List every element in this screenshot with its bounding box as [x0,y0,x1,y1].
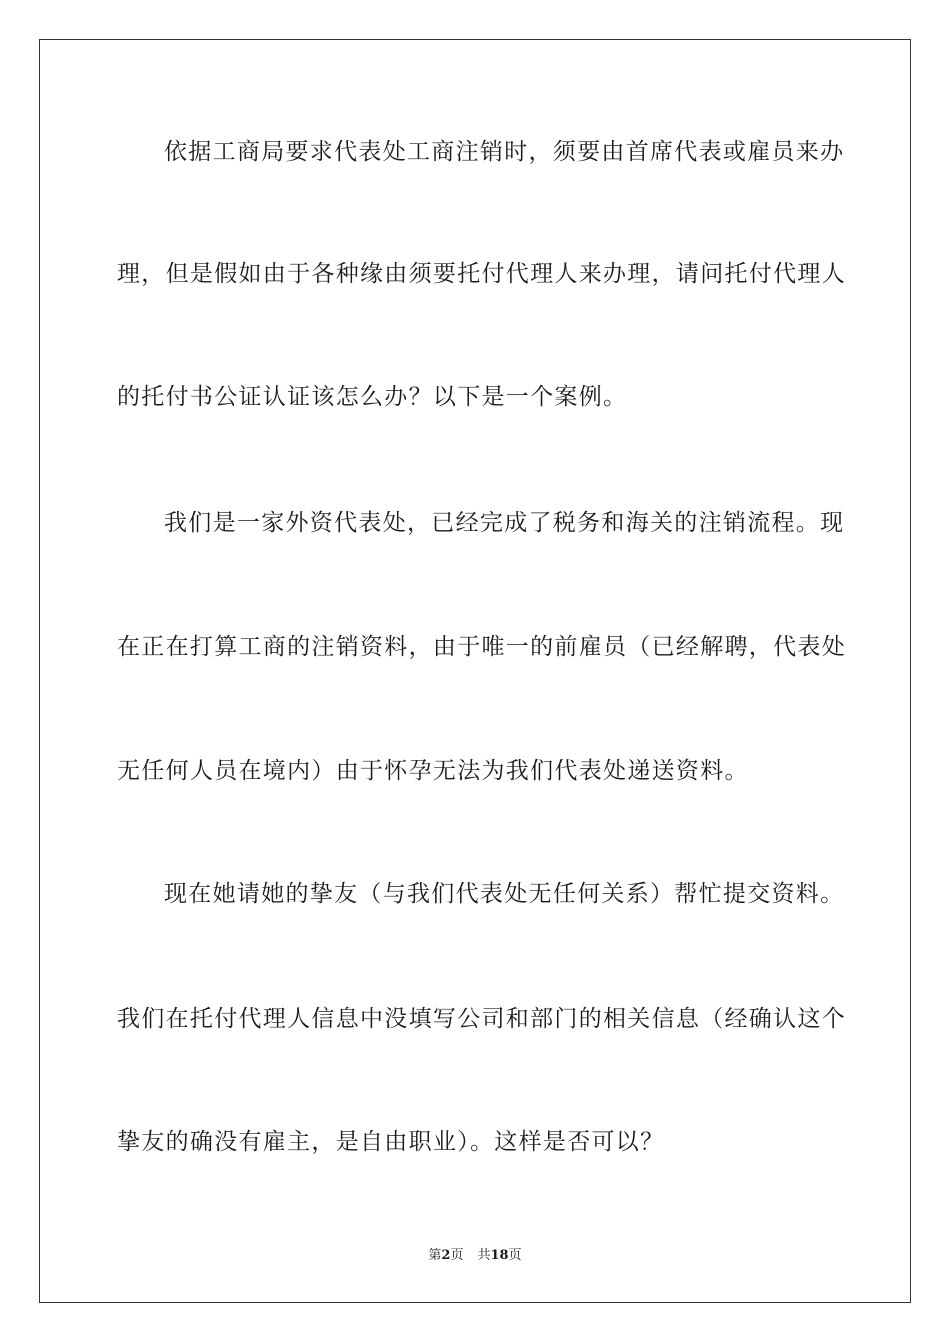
page-prefix: 第 [428,1248,442,1263]
total-pages: 18 [490,1248,509,1263]
page-suffix: 页 [450,1248,464,1263]
page-border [39,39,911,1303]
paragraph-1-line-2: 理，但是假如由于各种缘由须要托付代理人来办理，请问托付代理人 [117,261,846,287]
page-number: 2 [441,1248,451,1263]
paragraph-3-line-3: 挚友的确没有雇主，是自由职业）。这样是否可以？ [117,1129,665,1155]
paragraph-1-line-3: 的托付书公证认证该怎么办？以下是一个案例。 [117,384,628,410]
paragraph-2-line-2: 在正在打算工商的注销资料，由于唯一的前雇员（已经解聘，代表处 [117,634,846,660]
total-suffix: 页 [508,1248,522,1263]
paragraph-2-line-1: 我们是一家外资代表处，已经完成了税务和海关的注销流程。现 [164,510,845,536]
paragraph-3-line-2: 我们在托付代理人信息中没填写公司和部门的相关信息（经确认这个 [117,1006,846,1032]
paragraph-2-line-3: 无任何人员在境内）由于怀孕无法为我们代表处递送资料。 [117,758,749,784]
paragraph-1-line-1: 依据工商局要求代表处工商注销时，须要由首席代表或雇员来办 [164,139,845,165]
total-prefix: 共 [477,1248,491,1263]
paragraph-3-line-1: 现在她请她的挚友（与我们代表处无任何关系）帮忙提交资料。 [164,881,845,907]
page-footer [0,1247,950,1265]
